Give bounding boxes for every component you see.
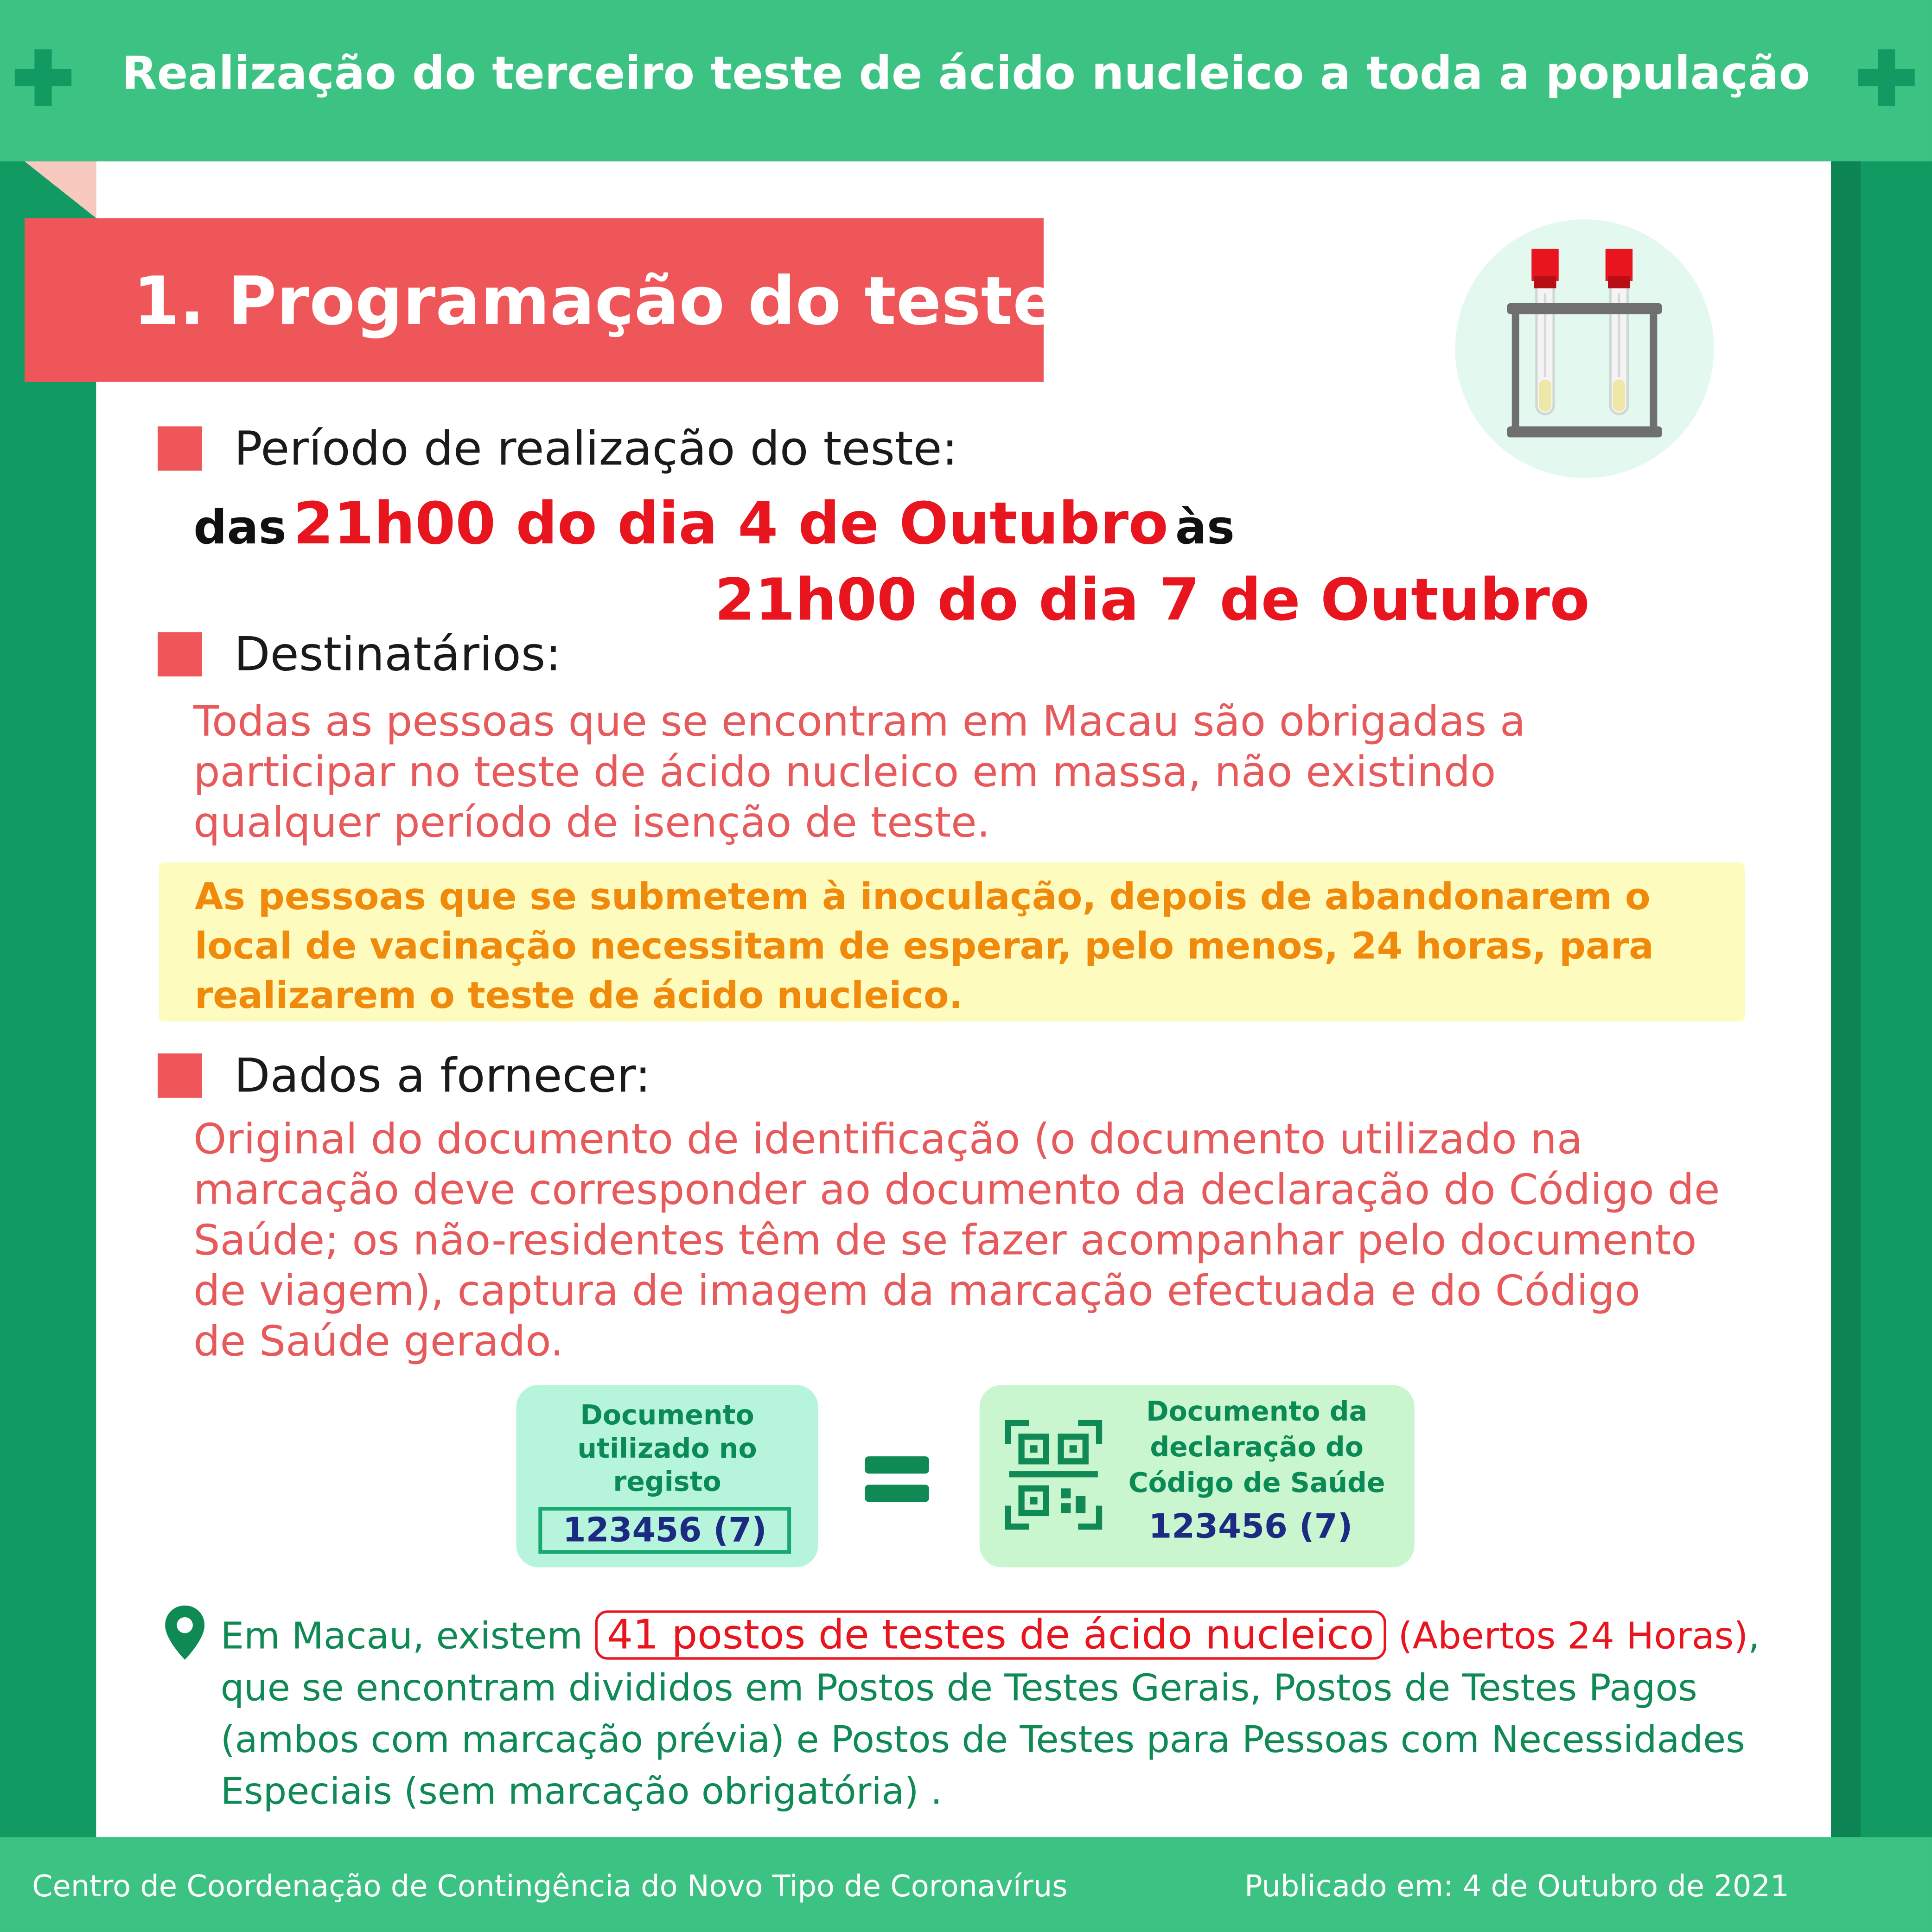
- text-line: Saúde; os não-residentes têm de se fazer acompanhar pelo documento: [193, 1216, 1697, 1266]
- text-line: que se encontram divididos em Postos de Testes Gerais, Postos de Testes Pagos: [220, 1667, 1697, 1710]
- header-band: [0, 0, 1932, 161]
- vaccination-notice: [159, 862, 1745, 1021]
- card-title-line: utilizado no: [577, 1434, 757, 1465]
- text-line: Original do documento de identificação (o documento utilizado na: [193, 1115, 1583, 1165]
- text-line: de Saúde gerado.: [193, 1317, 564, 1367]
- card-title: [516, 1400, 818, 1499]
- period-start: [193, 491, 1235, 558]
- period-from-time: 21h00 do dia 4 de Outubro: [293, 490, 1168, 558]
- card-title-line: registo: [613, 1467, 721, 1498]
- card-title-line: Documento: [580, 1401, 754, 1432]
- period-from-prefix: das: [193, 500, 287, 555]
- location-pin-icon: [165, 1606, 204, 1660]
- text-line: qualquer período de isenção de teste.: [193, 798, 990, 848]
- medical-cross-icon: [1858, 49, 1915, 106]
- period-to-time: 21h00 do dia 7 de Outubro: [714, 567, 1590, 635]
- text-line: realizarem o teste de ácido nucleico.: [194, 975, 963, 1018]
- text-line: de viagem), captura de imagem da marcação efectuada e do Código: [193, 1266, 1641, 1316]
- section-banner: [25, 218, 1058, 382]
- equals-sign: [865, 1456, 929, 1473]
- recipients-label: Destinatários:: [234, 627, 561, 682]
- document-id: 123456 (7): [538, 1507, 791, 1554]
- text-line: marcação deve corresponder ao documento da declaração do Código de: [193, 1165, 1720, 1215]
- text-line: Todas as pessoas que se encontram em Macau são obrigadas a: [193, 697, 1526, 747]
- test-tubes-icon: [1455, 219, 1714, 478]
- bullet-marker: [158, 426, 202, 471]
- document-id: 123456 (7): [1148, 1508, 1353, 1547]
- card-title-line: declaração do: [1150, 1433, 1364, 1464]
- period-to-prefix: às: [1175, 500, 1235, 555]
- bullet-marker: [158, 1053, 202, 1098]
- recipients-text: [193, 697, 1525, 849]
- registration-document-card: [516, 1385, 818, 1567]
- sheet-shadow: [1831, 161, 1861, 1837]
- text-line: As pessoas que se submetem à inoculação, depois de abandonarem o: [194, 876, 1651, 919]
- page-fold: [25, 161, 96, 218]
- card-title-line: Código de Saúde: [1128, 1468, 1385, 1500]
- health-code-document-card: [980, 1385, 1415, 1567]
- period-label: Período de realização do teste:: [234, 421, 958, 476]
- text-line: participar no teste de ácido nucleico em massa, não existindo: [193, 748, 1496, 797]
- organization-name: Centro de Coordenação de Contingência do Novo Tipo de Coronavírus: [32, 1869, 1068, 1904]
- text-line: Especiais (sem marcação obrigatória) .: [220, 1770, 943, 1814]
- card-title-line: Documento da: [1146, 1397, 1368, 1428]
- footer-band: [0, 1837, 1932, 1932]
- data-required-text: [193, 1115, 1720, 1368]
- text-line: local de vacinação necessitam de esperar, pelo menos, 24 horas, para: [194, 925, 1654, 969]
- data-required-label: Dados a fornecer:: [234, 1048, 651, 1103]
- text-line: [221, 1610, 1760, 1663]
- publication-date: Publicado em: 4 de Outubro de 2021: [1244, 1869, 1789, 1904]
- qr-code-icon: [1004, 1419, 1103, 1530]
- text-line: (ambos com marcação prévia) e Postos de Testes para Pessoas com Necessidades: [220, 1719, 1745, 1762]
- card-title: [1109, 1395, 1405, 1502]
- page-title: Realização do terceiro teste de ácido nucleico a toda a população: [121, 46, 1811, 100]
- stations-count-highlight: 41 postos de testes de ácido nucleico: [594, 1610, 1386, 1659]
- open-hours: (Abertos 24 Horas): [1398, 1615, 1748, 1658]
- location-prefix: Em Macau, existem: [220, 1615, 583, 1658]
- equals-sign: [865, 1485, 929, 1502]
- section-title: 1. Programação do teste: [133, 262, 1058, 340]
- bullet-marker: [158, 632, 202, 676]
- testing-stations-info: [221, 1610, 1760, 1818]
- comma: ,: [1748, 1615, 1760, 1658]
- notice-text: [195, 874, 1654, 1021]
